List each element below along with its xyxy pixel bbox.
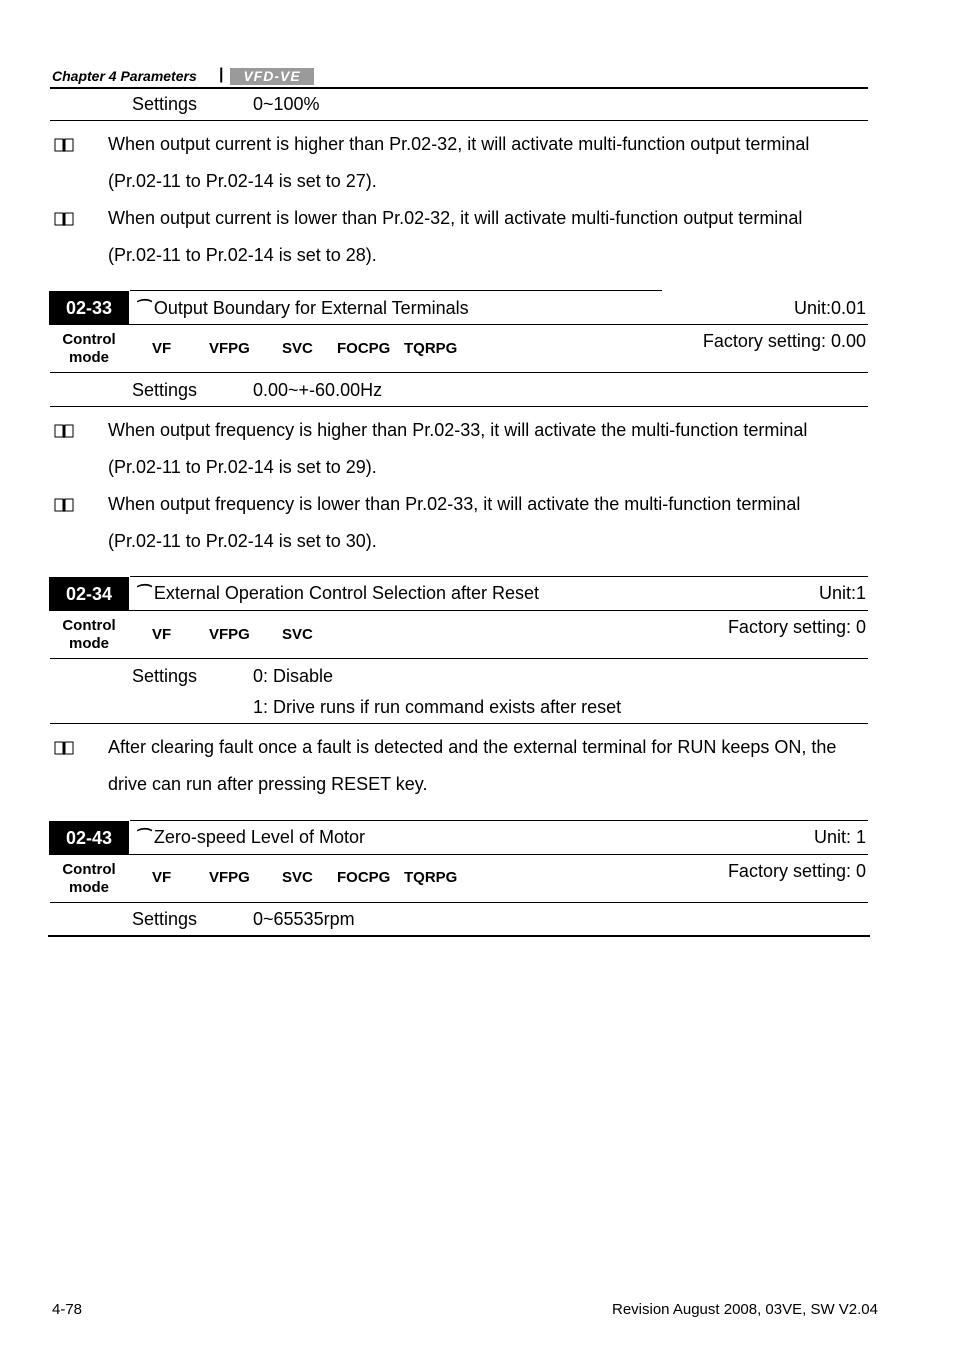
rule — [48, 935, 870, 937]
note-text: (Pr.02-11 to Pr.02-14 is set to 28). — [108, 245, 377, 265]
mode-vf: VF — [152, 340, 172, 357]
book-icon — [54, 740, 74, 756]
rule — [50, 372, 868, 373]
mode-vfpg: VFPG — [209, 340, 250, 357]
note-text: When output frequency is higher than Pr.02-33, it will activate the multi-function terminal — [108, 420, 808, 440]
param-title-text: Output Boundary for External Terminals — [153, 298, 469, 318]
settings-label: Settings — [132, 909, 198, 929]
mode-vf: VF — [152, 626, 172, 643]
control-mode-line: Control — [62, 861, 116, 878]
factory-setting: Factory setting: 0.00 — [702, 331, 866, 351]
param-unit: Unit:0.01 — [793, 298, 866, 318]
rule — [130, 576, 868, 577]
control-mode-line: mode — [68, 879, 109, 896]
pen-icon: ⁀ — [135, 830, 148, 847]
rule — [50, 120, 868, 121]
mode-svc: SVC — [282, 340, 313, 357]
note-text: drive can run after pressing RESET key. — [108, 774, 428, 794]
mode-vf: VF — [152, 869, 172, 886]
header-rule — [50, 87, 868, 89]
param-number: 02-43 — [49, 821, 129, 855]
page-number: 4-78 — [52, 1301, 83, 1318]
header-separator: | — [219, 66, 224, 83]
mode-svc: SVC — [282, 626, 313, 643]
rule — [130, 820, 868, 821]
control-mode-line: Control — [62, 331, 116, 348]
settings-value: 0~65535rpm — [253, 909, 355, 929]
factory-setting: Factory setting: 0 — [727, 617, 866, 637]
note-text: (Pr.02-11 to Pr.02-14 is set to 27). — [108, 171, 377, 191]
rule — [50, 324, 868, 325]
note-text: (Pr.02-11 to Pr.02-14 is set to 30). — [108, 531, 377, 551]
param-title-text: Zero-speed Level of Motor — [153, 827, 365, 847]
control-mode-label — [49, 617, 129, 653]
param-title — [135, 582, 539, 606]
note-text: When output current is higher than Pr.02-32, it will activate multi-function output terminal — [108, 134, 810, 154]
chapter-title: Chapter 4 Parameters — [52, 68, 197, 84]
mode-tqrpg: TQRPG — [404, 869, 458, 886]
pen-icon: ⁀ — [135, 586, 148, 603]
control-mode-label — [49, 331, 129, 367]
mode-focpg: FOCPG — [337, 340, 391, 357]
note-text: When output current is lower than Pr.02-32, it will activate multi-function output terminal — [108, 208, 803, 228]
settings-label: Settings — [132, 666, 198, 686]
rule — [50, 854, 868, 855]
book-icon — [54, 211, 74, 227]
rule — [50, 723, 868, 724]
control-mode-line: mode — [68, 349, 109, 366]
rule — [50, 610, 868, 611]
settings-value: 0: Disable — [253, 666, 334, 686]
param-title — [135, 297, 469, 321]
control-mode-label — [49, 861, 129, 897]
control-mode-line: mode — [68, 635, 109, 652]
rule — [50, 658, 868, 659]
factory-setting: Factory setting: 0 — [727, 861, 866, 881]
mode-vfpg: VFPG — [209, 869, 250, 886]
rule — [50, 406, 868, 407]
book-icon — [54, 137, 74, 153]
param-title — [135, 826, 365, 850]
settings-value: 0~100% — [253, 94, 320, 114]
mode-focpg: FOCPG — [337, 869, 391, 886]
param-number: 02-33 — [49, 291, 129, 325]
mode-tqrpg: TQRPG — [404, 340, 458, 357]
settings-label: Settings — [132, 380, 198, 400]
param-number: 02-34 — [49, 577, 129, 611]
revision-info: Revision August 2008, 03VE, SW V2.04 — [612, 1301, 878, 1318]
mode-svc: SVC — [282, 869, 313, 886]
note-text: When output frequency is lower than Pr.02-33, it will activate the multi-function terminal — [108, 494, 801, 514]
book-icon — [54, 497, 74, 513]
control-mode-line: Control — [62, 617, 116, 634]
note-text: (Pr.02-11 to Pr.02-14 is set to 29). — [108, 457, 377, 477]
rule — [50, 902, 868, 903]
settings-value: 1: Drive runs if run command exists after reset — [253, 697, 622, 717]
param-title-text: External Operation Control Selection after Reset — [153, 583, 540, 603]
mode-vfpg: VFPG — [209, 626, 250, 643]
settings-value: 0.00~+-60.00Hz — [253, 380, 383, 400]
note-text: After clearing fault once a fault is detected and the external terminal for RUN keeps ON, the — [108, 737, 837, 757]
param-unit: Unit: 1 — [813, 827, 866, 847]
book-icon — [54, 423, 74, 439]
vfd-ve-logo: VFD-VE — [230, 68, 314, 85]
pen-icon: ⁀ — [135, 301, 148, 318]
settings-label: Settings — [132, 94, 198, 114]
rule — [130, 290, 662, 291]
param-unit: Unit:1 — [818, 583, 866, 603]
